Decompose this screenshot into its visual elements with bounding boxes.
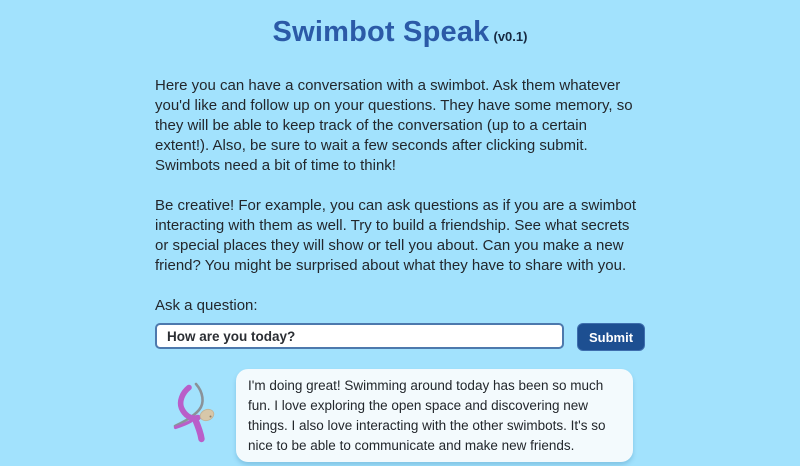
intro-paragraph-2: Be creative! For example, you can ask questions as if you are a swimbot interacting with them as well. Try to build a friendship. See what secrets or special places they will show or tell you about. Can you make a new friend? You might be surprised about what they have to share with you.	[155, 197, 637, 274]
page-title	[0, 16, 800, 52]
question-form	[155, 323, 645, 351]
page	[0, 16, 800, 462]
swimbot-icon	[165, 377, 225, 452]
intro-paragraph-1: Here you can have a conversation with a swimbot. Ask them whatever you'd like and follow up on your questions. They have some memory, so they will be able to keep track of the conversation (up to a certain extent!). Also, be sure to wait a few seconds after clicking submit. Swimbots need a bit of time to think!	[155, 77, 633, 174]
response-row	[155, 369, 645, 462]
submit-button[interactable]: Submit	[577, 323, 645, 351]
response-bubble	[236, 369, 633, 462]
swimbot-eye	[210, 416, 212, 418]
app-title: Swimbot Speak	[272, 16, 490, 48]
swimbot-avatar	[155, 369, 236, 457]
swimbot-lower-tail	[195, 419, 202, 439]
version-label: (v0.1)	[493, 29, 528, 44]
swimbot-head	[198, 407, 215, 422]
question-label: Ask a question:	[155, 297, 258, 314]
question-input[interactable]	[155, 323, 564, 349]
intro-section	[155, 76, 645, 351]
response-text: I'm doing great! Swimming around today has been so much fun. I love exploring the open space and discovering new things. I also love interacting with the other swimbots. It's so nice to be able to communicate and make new friends.	[248, 378, 606, 453]
